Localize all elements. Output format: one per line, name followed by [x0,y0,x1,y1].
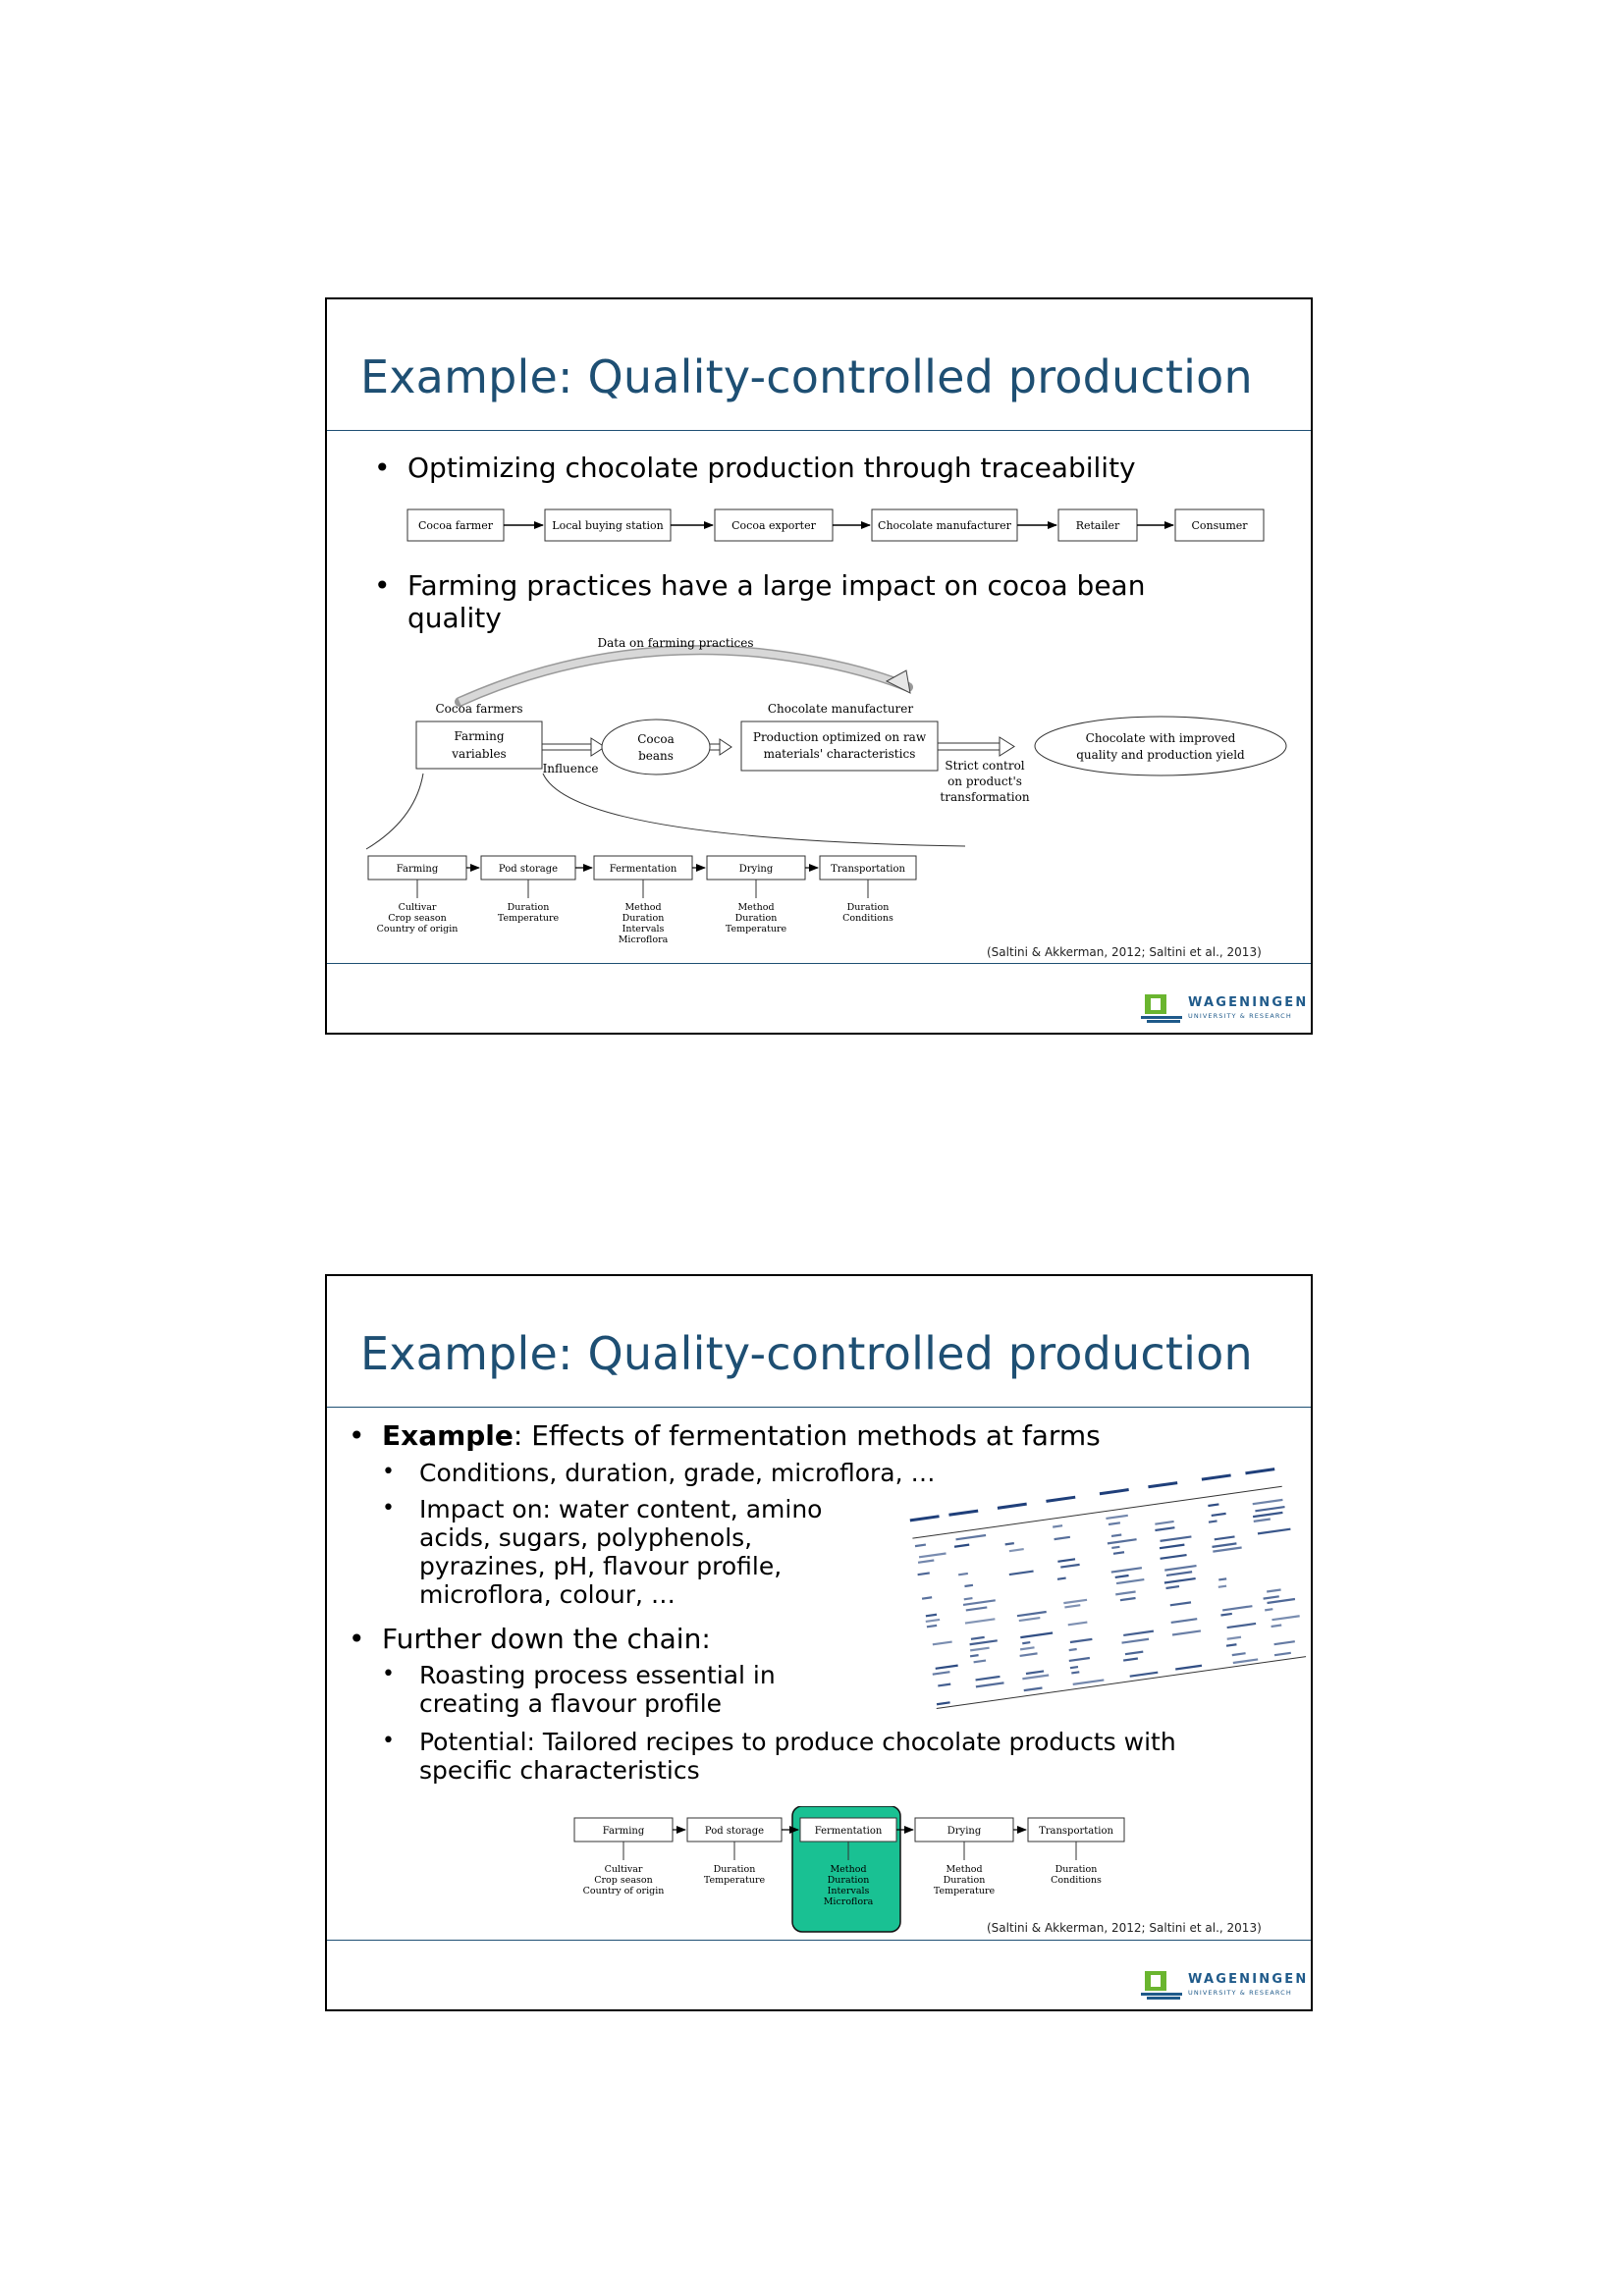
table-texture-mark [1263,1595,1278,1599]
svg-text:Intervals: Intervals [827,1886,870,1896]
table-texture-mark [1064,1604,1080,1608]
table-texture-mark [964,1597,973,1600]
table-texture-header [1202,1473,1231,1480]
footer-divider [327,1940,1311,1941]
stage-fermentation [800,1818,896,1842]
svg-text:Pod storage: Pod storage [704,1826,765,1837]
table-texture-mark [954,1544,969,1548]
table-texture-mark [1209,1520,1217,1522]
svg-text:materials' characteristics: materials' characteristics [763,747,916,761]
chain-label: Retailer [1075,519,1120,532]
table-texture-mark [1115,1575,1129,1578]
table-texture-mark [1227,1636,1242,1640]
table-texture-mark [1208,1503,1218,1507]
table-texture-mark [1271,1624,1281,1628]
chain-label: Chocolate manufacturer [878,519,1011,532]
table-texture-mark [1130,1672,1159,1678]
table-texture-mark [1116,1578,1145,1584]
table-texture-mark [1009,1570,1034,1575]
wur-logo-icon [1141,1969,1184,2002]
table-texture-mark [1111,1533,1122,1537]
zoom-curve-right [543,774,965,846]
stage-farming [368,856,466,880]
table-texture-mark [969,1639,997,1645]
svg-text:beans: beans [638,749,674,763]
svg-text:Fermentation: Fermentation [814,1826,883,1837]
table-texture-mark [1218,1585,1227,1588]
table-texture-mark [1020,1631,1053,1638]
influence-label: Influence [542,762,599,775]
svg-text:Method: Method [946,1864,983,1875]
table-texture-mark [1233,1658,1259,1664]
table-texture-mark [1267,1588,1281,1592]
table-texture-mark [1057,1576,1066,1579]
table-texture-mark [971,1636,985,1640]
svg-text:Cocoa: Cocoa [637,732,675,746]
table-texture-mark [970,1647,990,1652]
table-texture-mark [1070,1638,1093,1643]
table-texture-mark [1026,1670,1044,1675]
stage-transportation [820,856,916,880]
table-texture-mark [1258,1528,1291,1535]
svg-text:Transportation: Transportation [1039,1826,1113,1837]
slide-2 [325,1274,1313,2011]
svg-text:Drying: Drying [738,864,774,875]
fermentation-data-table-image [901,1453,1313,1718]
stage-fermentation [594,856,692,880]
wageningen-logo [1141,992,1309,1026]
table-texture-mark [1111,1567,1142,1574]
svg-text:Duration: Duration [846,902,890,913]
svg-text:Microflora: Microflora [823,1896,874,1907]
svg-text:Duration: Duration [734,913,778,924]
table-texture-mark [965,1618,996,1624]
table-texture-mark [1120,1597,1136,1601]
fermentation-stages-diagram [327,1806,1309,1939]
table-texture-mark [1160,1554,1186,1560]
svg-text:Method: Method [737,902,775,913]
bullet-dot: • [349,1419,365,1452]
sub-bullet-dot: • [382,1729,395,1753]
svg-text:Farming: Farming [602,1826,645,1837]
svg-text:Cultivar: Cultivar [604,1864,643,1875]
bullet-farming-practices [374,569,1146,634]
table-texture-mark [1060,1564,1080,1569]
table-texture-header [998,1503,1027,1510]
table-texture-mark [1054,1536,1070,1540]
sub-bullet-impact: • Impact on: water content, amino acids, sugars, polyphenols, pyrazines, pH, flavour profile, microflora, colour, … [382,1495,823,1609]
table-texture-mark [1220,1613,1232,1617]
svg-text:Duration: Duration [943,1875,986,1886]
cocoa-farmers-label: Cocoa farmers [435,702,523,716]
table-texture-mark [1165,1585,1179,1589]
table-texture-mark [1274,1652,1291,1657]
table-texture-mark [1063,1599,1087,1605]
svg-text:Chocolate with improved: Chocolate with improved [1085,731,1236,745]
table-texture-mark [1218,1577,1226,1580]
sub-bullet-dot: • [382,1662,395,1686]
logo-name: WAGENINGEN [1188,1972,1309,1987]
bullet-example [349,1419,1101,1452]
table-texture-mark [933,1640,952,1645]
chain-box-cocoa-farmer [407,509,504,541]
svg-text:Country of origin: Country of origin [582,1886,665,1896]
bullet-text-line1: Farming practices have a large impact on cocoa bean [407,569,1146,602]
table-texture-mark [1073,1679,1105,1685]
table-texture-mark [1020,1646,1035,1650]
svg-text:Farming: Farming [396,864,439,875]
table-texture-mark [966,1606,988,1611]
svg-text:Duration: Duration [1055,1864,1098,1875]
table-texture-header [1245,1468,1274,1474]
table-texture-mark [1069,1648,1077,1651]
stage-farming [574,1818,673,1842]
table-texture-mark [1123,1657,1138,1661]
table-texture-mark [1255,1506,1284,1512]
svg-text:Intervals: Intervals [622,924,665,934]
table-texture-mark [936,1665,958,1670]
table-texture-mark [1022,1641,1030,1644]
svg-text:on product's: on product's [947,774,1022,788]
svg-text:Duration: Duration [622,913,665,924]
table-texture-mark [1273,1640,1295,1645]
table-texture-mark [1226,1643,1237,1647]
table-texture-mark [1022,1674,1049,1680]
bullet-dot: • [349,1623,365,1655]
stage-details [583,1864,1102,1907]
citation: (Saltini & Akkerman, 2012; Saltini et al., 2013) [987,945,1262,959]
wageningen-logo [1141,1969,1309,2002]
stage-drying [915,1818,1013,1842]
title-divider [327,1407,1311,1408]
table-texture-mark [1222,1605,1253,1611]
table-texture-mark [1024,1686,1043,1691]
slide-1 [325,297,1313,1035]
table-texture-mark [1109,1522,1120,1525]
svg-text:Pod storage: Pod storage [498,864,559,875]
table-texture-mark [1155,1526,1174,1531]
improved-chocolate-ellipse [1035,717,1286,775]
table-texture-mark [975,1676,1000,1682]
table-texture-mark [955,1534,986,1540]
table-texture-mark [970,1654,979,1657]
table-texture-mark [933,1671,950,1676]
svg-text:Crop season: Crop season [594,1875,653,1886]
table-texture-mark [1232,1652,1246,1656]
svg-text:Fermentation: Fermentation [609,864,677,875]
svg-text:transformation: transformation [940,790,1030,804]
table-texture-mark [1212,1542,1236,1548]
svg-text:Conditions: Conditions [842,913,893,924]
sub-bullet-roasting: • Roasting process essential in creating a flavour profile [382,1661,776,1718]
strict-control-label: Strict control [945,759,1025,773]
table-texture-mark [1164,1577,1196,1584]
table-texture-header [910,1515,940,1522]
svg-text:Drying: Drying [947,1826,982,1837]
svg-text:variables: variables [452,747,507,761]
stage-details [377,902,893,945]
table-texture-mark [958,1573,968,1576]
table-texture-mark [976,1682,1004,1687]
logo-name: WAGENINGEN [1188,995,1309,1010]
table-texture-mark [963,1599,996,1606]
chain-box-chocolate-manufacturer [872,509,1017,541]
stage-transportation [1028,1818,1124,1842]
table-texture-mark [1115,1590,1136,1595]
slide-title: Example: Quality-controlled production [360,350,1253,403]
table-texture-mark [1005,1542,1014,1545]
table-texture-mark [938,1683,950,1687]
table-texture-mark [1070,1666,1078,1669]
svg-text:Microflora: Microflora [618,934,669,945]
table-texture-header [1046,1496,1075,1503]
table-texture-header [1100,1488,1129,1495]
sub-bullet-potential: • Potential: Tailored recipes to produce chocolate products with specific characteristics [382,1728,1176,1785]
table-texture-mark [1123,1630,1154,1636]
table-texture-mark [1068,1621,1088,1626]
svg-text:Production optimized on raw: Production optimized on raw [752,730,927,744]
table-texture-mark [1175,1665,1202,1671]
table-texture-mark [1172,1629,1201,1635]
table-texture-mark [1071,1671,1079,1674]
table-texture-mark [1125,1651,1144,1656]
bullet-bold-text: Example [382,1419,514,1452]
svg-text:Method: Method [624,902,662,913]
chain-box-retailer [1058,509,1137,541]
svg-text:Temperature: Temperature [497,913,560,924]
chain-label: Consumer [1191,519,1248,532]
production-optimized-box [741,721,938,771]
farming-influence-diagram [327,628,1309,967]
table-texture-header [1148,1481,1177,1488]
chain-box-local-buying-station [545,509,671,541]
bullet-dot: • [374,452,391,484]
table-texture-mark [1160,1535,1191,1542]
sub-bullet-dot: • [382,1460,395,1484]
table-texture-mark [919,1552,947,1558]
table-texture-mark [1212,1513,1226,1517]
table-texture-mark [1160,1544,1185,1550]
table-texture-mark [1227,1623,1257,1629]
table-texture-mark [1069,1657,1090,1662]
bullet-text: Optimizing chocolate production through traceability [407,452,1136,484]
data-label: Data on farming practices [597,636,754,650]
bullet-further-down: • Further down the chain: [349,1623,711,1655]
table-texture-mark [1213,1546,1242,1552]
chain-box-cocoa-exporter [715,509,833,541]
bullet-text: : Effects of fermentation methods at farms [513,1419,1101,1452]
bullet-dot: • [374,569,391,602]
table-texture-mark [1170,1601,1192,1606]
stage-pod-storage [687,1818,782,1842]
sub-bullet-conditions: • Conditions, duration, grade, microflora, … [382,1459,936,1487]
table-texture-mark [1113,1551,1124,1555]
table-texture-mark [915,1543,926,1547]
table-texture-header [948,1510,978,1517]
chain-label: Local buying station [552,519,664,532]
bullet-text-line2: quality [407,602,502,634]
svg-text:Duration: Duration [713,1864,756,1875]
footer-divider [327,963,1311,964]
bullet-traceability [374,452,1136,484]
logo-tagline: UNIVERSITY & RESEARCH [1188,1012,1292,1020]
table-texture-mark [1171,1618,1198,1624]
cocoa-beans-ellipse [602,720,710,774]
table-texture-mark [927,1625,938,1629]
table-texture-mark [1108,1538,1137,1544]
zoom-curve-left [366,774,423,849]
table-texture-mark [1254,1518,1271,1522]
table-texture-mark [917,1572,929,1575]
table-texture-mark [926,1614,937,1618]
table-texture-mark [1019,1652,1037,1657]
table-texture-mark [926,1619,941,1623]
slide-title: Example: Quality-controlled production [360,1327,1253,1380]
table-texture-mark [1017,1611,1047,1617]
chain-label: Cocoa exporter [731,519,816,532]
table-texture-mark [964,1584,973,1587]
wur-logo-icon [1141,992,1184,1026]
svg-text:Country of origin: Country of origin [376,924,459,934]
sub-bullet-dot: • [382,1496,395,1521]
svg-text:Conditions: Conditions [1051,1875,1102,1886]
svg-text:Crop season: Crop season [388,913,447,924]
svg-text:Duration: Duration [507,902,550,913]
table-texture-mark [1267,1598,1295,1604]
svg-text:Duration: Duration [827,1875,870,1886]
svg-text:Transportation: Transportation [831,864,905,875]
table-texture-mark [1271,1615,1300,1621]
table-texture-mark [1053,1524,1062,1528]
table-texture-mark [922,1596,932,1600]
stage-pod-storage [481,856,575,880]
manufacturer-label: Chocolate manufacturer [767,702,914,716]
table-texture-mark [1253,1499,1283,1505]
svg-text:Farming: Farming [454,729,505,743]
table-texture-mark [1215,1535,1235,1540]
stage-drying [707,856,805,880]
svg-text:Method: Method [830,1864,867,1875]
svg-text:Cultivar: Cultivar [398,902,437,913]
svg-text:quality and production yield: quality and production yield [1076,748,1245,762]
table-texture-mark [1057,1558,1075,1563]
svg-text:Temperature: Temperature [725,924,787,934]
table-texture-mark [1253,1512,1283,1518]
table-texture-mark [1265,1608,1272,1611]
table-texture-mark [1019,1617,1041,1622]
citation: (Saltini & Akkerman, 2012; Saltini et al., 2013) [987,1921,1262,1935]
table-texture-mark [1155,1521,1174,1525]
chain-box-consumer [1175,509,1264,541]
table-texture-mark [918,1559,935,1563]
table-texture-mark [1164,1565,1197,1572]
table-texture-mark [973,1659,986,1663]
svg-text:Temperature: Temperature [933,1886,996,1896]
chain-label: Cocoa farmer [418,519,493,532]
svg-text:Temperature: Temperature [703,1875,766,1886]
data-flow-arrowhead [887,670,910,693]
table-texture-mark [937,1701,950,1705]
table-texture-mark [1166,1571,1192,1576]
table-texture-mark [1106,1515,1128,1520]
supply-chain-diagram [327,496,1309,555]
table-texture-mark [1009,1548,1024,1552]
logo-tagline: UNIVERSITY & RESEARCH [1188,1989,1292,1997]
title-divider [327,430,1311,431]
table-texture-mark [1111,1546,1119,1549]
table-texture-mark [1121,1638,1149,1644]
